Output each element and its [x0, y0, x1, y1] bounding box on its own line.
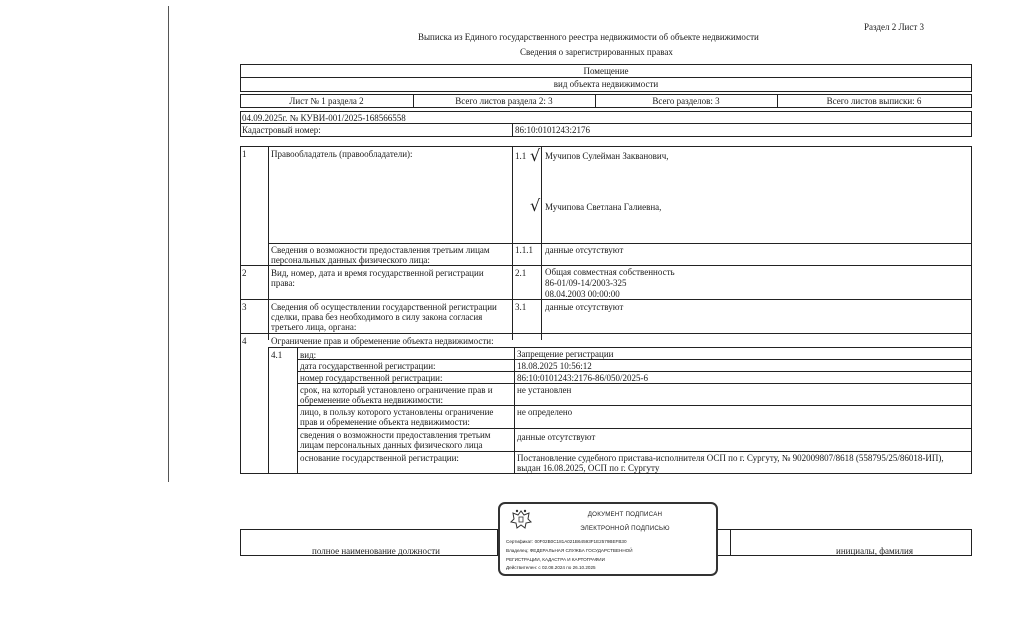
position-label: полное наименование должности: [312, 546, 440, 556]
deal-registration-label: Сведения об осуществлении государственной регистрации сделки, права без необходимого в силу закона согласия третьего лица, органа:: [271, 302, 497, 333]
term-label: срок, на который установлено ограничение прав и обременение объекта недвижимости:: [300, 385, 493, 406]
stamp-validity: Действителен: с 02.08.2024 по 26.10.2025: [506, 565, 596, 570]
sheets-in-section: Всего листов раздела 2: 3: [455, 96, 553, 106]
reg-date-value: 18.08.2025 10:56:12: [517, 361, 592, 371]
stamp-certificate: Сертификат: 00F02B0C181A021B64593F1E2579BEFB30: [506, 539, 627, 544]
divider: [268, 347, 972, 348]
third-party-label: Сведения о возможности предоставления третьим лицам персональных данных физического лица:: [271, 245, 490, 266]
divider: [297, 348, 298, 473]
doc-date-number: 04.09.2025г. № КУВИ-001/2025-168566558: [242, 113, 406, 123]
object-name: Помещение: [583, 66, 629, 76]
row-subnumber: 4.1: [271, 350, 283, 360]
row-subnumber: 1.1: [515, 151, 527, 161]
stamp-title: ДОКУМЕНТ ПОДПИСАН: [587, 511, 663, 518]
cadastral-label: Кадастровый номер:: [242, 125, 321, 135]
reg-number-value: 86:10:0101243:2176-86/050/2025-6: [517, 373, 648, 383]
row-subnumber: 3.1: [515, 302, 527, 312]
row-number: 2: [242, 268, 247, 278]
section-sheet-label: Раздел 2 Лист 3: [864, 22, 925, 32]
personal-data-label: сведения о возможности предоставления третьим лицам персональных данных физического лица: [300, 430, 491, 451]
right-date: 08.04.2003 00:00:00: [545, 289, 620, 299]
divider: [240, 123, 972, 124]
total-sections: Всего разделов: 3: [652, 96, 720, 106]
third-party-value: данные отсутствуют: [545, 245, 624, 255]
reg-date-label: дата государственной регистрации:: [300, 361, 436, 371]
divider: [297, 383, 972, 384]
check-mark-icon: √: [530, 196, 541, 215]
basis-value: Постановление судебного пристава-исполнителя ОСП по г. Сургуту, № 902009807/8618 (558795/25/86018-ИП), выдан 16.08.2025, ОСП по г. Сургуту: [517, 453, 944, 474]
divider: [730, 529, 731, 555]
beneficiary-label: лицо, в пользу которого установлены ограничение прав и обременение объекта недвижимости:: [300, 407, 494, 428]
registration-label: Вид, номер, дата и время государственной регистрации права:: [271, 268, 484, 289]
divider: [268, 243, 972, 244]
owner-name-1: Мучипов Сулейман Закванович,: [545, 151, 669, 161]
row-number: 3: [242, 302, 247, 312]
check-mark-icon: √: [530, 146, 541, 165]
document-subtitle: Сведения о зарегистрированных правах: [520, 47, 673, 57]
row-subnumber: 2.1: [515, 268, 527, 278]
sheet-number: Лист № 1 раздела 2: [289, 96, 364, 106]
stamp-owner: Владелец: ФЕДЕРАЛЬНАЯ СЛУЖБА ГОСУДАРСТВЕННОЙ: [506, 548, 633, 553]
cadastral-number: 86:10:0101243:2176: [515, 125, 591, 135]
basis-label: основание государственной регистрации:: [300, 453, 459, 463]
right-kind: Общая совместная собственность: [545, 267, 675, 277]
object-type-caption: вид объекта недвижимости: [553, 79, 659, 89]
margin-rule: [168, 6, 169, 482]
divider: [240, 333, 972, 334]
document-title: Выписка из Единого государственного реестра недвижимости об объекте недвижимости: [418, 32, 759, 42]
divider: [297, 451, 972, 452]
beneficiary-value: не определено: [517, 407, 573, 417]
stamp-owner-line2: РЕГИСТРАЦИИ, КАДАСТРА И КАРТОГРАФИИ: [506, 557, 605, 562]
row-number: 1: [242, 149, 247, 159]
divider: [268, 348, 269, 473]
divider: [514, 348, 515, 473]
deal-registration-value: данные отсутствуют: [545, 302, 624, 312]
total-sheets: Всего листов выписки: 6: [826, 96, 922, 106]
divider: [297, 359, 972, 360]
reg-number-label: номер государственной регистрации:: [300, 373, 443, 383]
restrictions-label: Ограничение прав и обременение объекта недвижимости:: [271, 336, 494, 346]
stamp-subtitle: ЭЛЕКТРОННОЙ ПОДПИСЬЮ: [580, 525, 670, 532]
right-holder-label: Правообладатель (правообладатели):: [271, 149, 413, 159]
restriction-kind-label: вид:: [300, 350, 317, 360]
initials-label: инициалы, фамилия: [836, 546, 913, 556]
row-subnumber: 1.1.1: [515, 245, 533, 255]
row-number: 4: [242, 336, 247, 346]
divider: [297, 428, 972, 429]
personal-data-value: данные отсутствуют: [517, 432, 596, 442]
coat-of-arms-icon: [508, 508, 534, 532]
divider: [297, 371, 972, 372]
restriction-kind-value: Запрещение регистрации: [517, 349, 614, 359]
term-value: не установлен: [517, 385, 572, 395]
divider: [240, 299, 972, 300]
electronic-signature-stamp: [498, 502, 718, 576]
divider: [240, 77, 972, 78]
divider: [512, 123, 513, 136]
right-number: 86-01/09-14/2003-325: [545, 278, 627, 288]
owner-name-2: Мучипова Светлана Галиевна,: [545, 202, 662, 212]
